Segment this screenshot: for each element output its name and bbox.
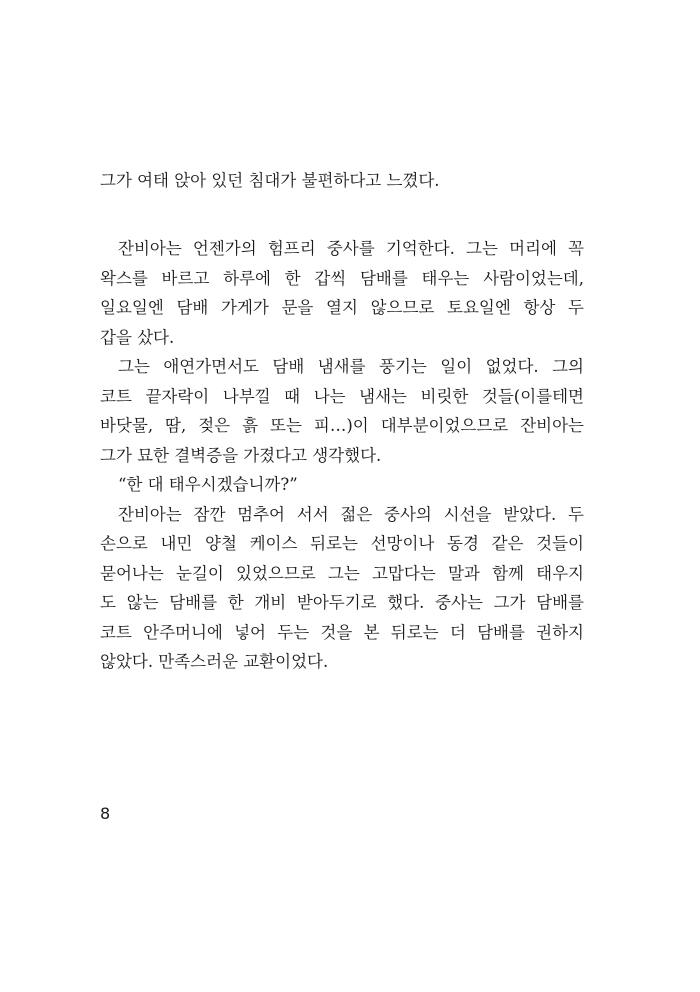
text-line: 코트 끝자락이 나부낄 때 나는 냄새는 비릿한 것들(이를테면 [100,386,584,406]
text-line: 묻어나는 눈길이 있었으므로 그는 고맙다는 말과 함께 태우지 [100,563,584,583]
opening-line-block [100,166,584,196]
text-line: 그가 묘한 결벽증을 가졌다고 생각했다. [100,445,382,465]
text-line: 일요일엔 담배 가게가 문을 열지 않으므로 토요일엔 항상 두 [100,298,584,317]
text-line: 잔비아는 언젠가의 험프리 중사를 기억한다. 그는 머리에 꼭 [118,239,584,258]
text-line: 그는 애연가면서도 담배 냄새를 풍기는 일이 없었다. 그의 [118,357,584,376]
text-line: 갑을 샀다. [100,327,175,347]
text-line: 손으로 내민 양철 케이스 뒤로는 선망이나 동경 같은 것들이 [100,534,584,553]
text-line: 도 않는 담배를 한 개비 받아두기로 했다. 중사는 그가 담배를 [100,593,584,612]
text-line: 그가 여태 앉아 있던 침대가 불편하다고 느꼈다. [100,171,440,190]
text-line: 잔비아는 잠깐 멈추어 서서 젊은 중사의 시선을 받았다. 두 [118,504,584,524]
text-line: 왁스를 바르고 하루에 한 갑씩 담배를 태우는 사람이었는데, [100,268,584,288]
text-line: 코트 안주머니에 넣어 두는 것을 본 뒤로는 더 담배를 권하지 [100,622,584,642]
page-number: 8 [100,804,111,823]
text-line: 바닷물, 땀, 젖은 흙 또는 피…)이 대부분이었으므로 잔비아는 [100,416,584,435]
text-line: 않았다. 만족스러운 교환이었다. [100,652,329,671]
body-text [100,234,584,677]
dialogue-line: “한 대 태우시겠습니까?” [118,475,298,494]
